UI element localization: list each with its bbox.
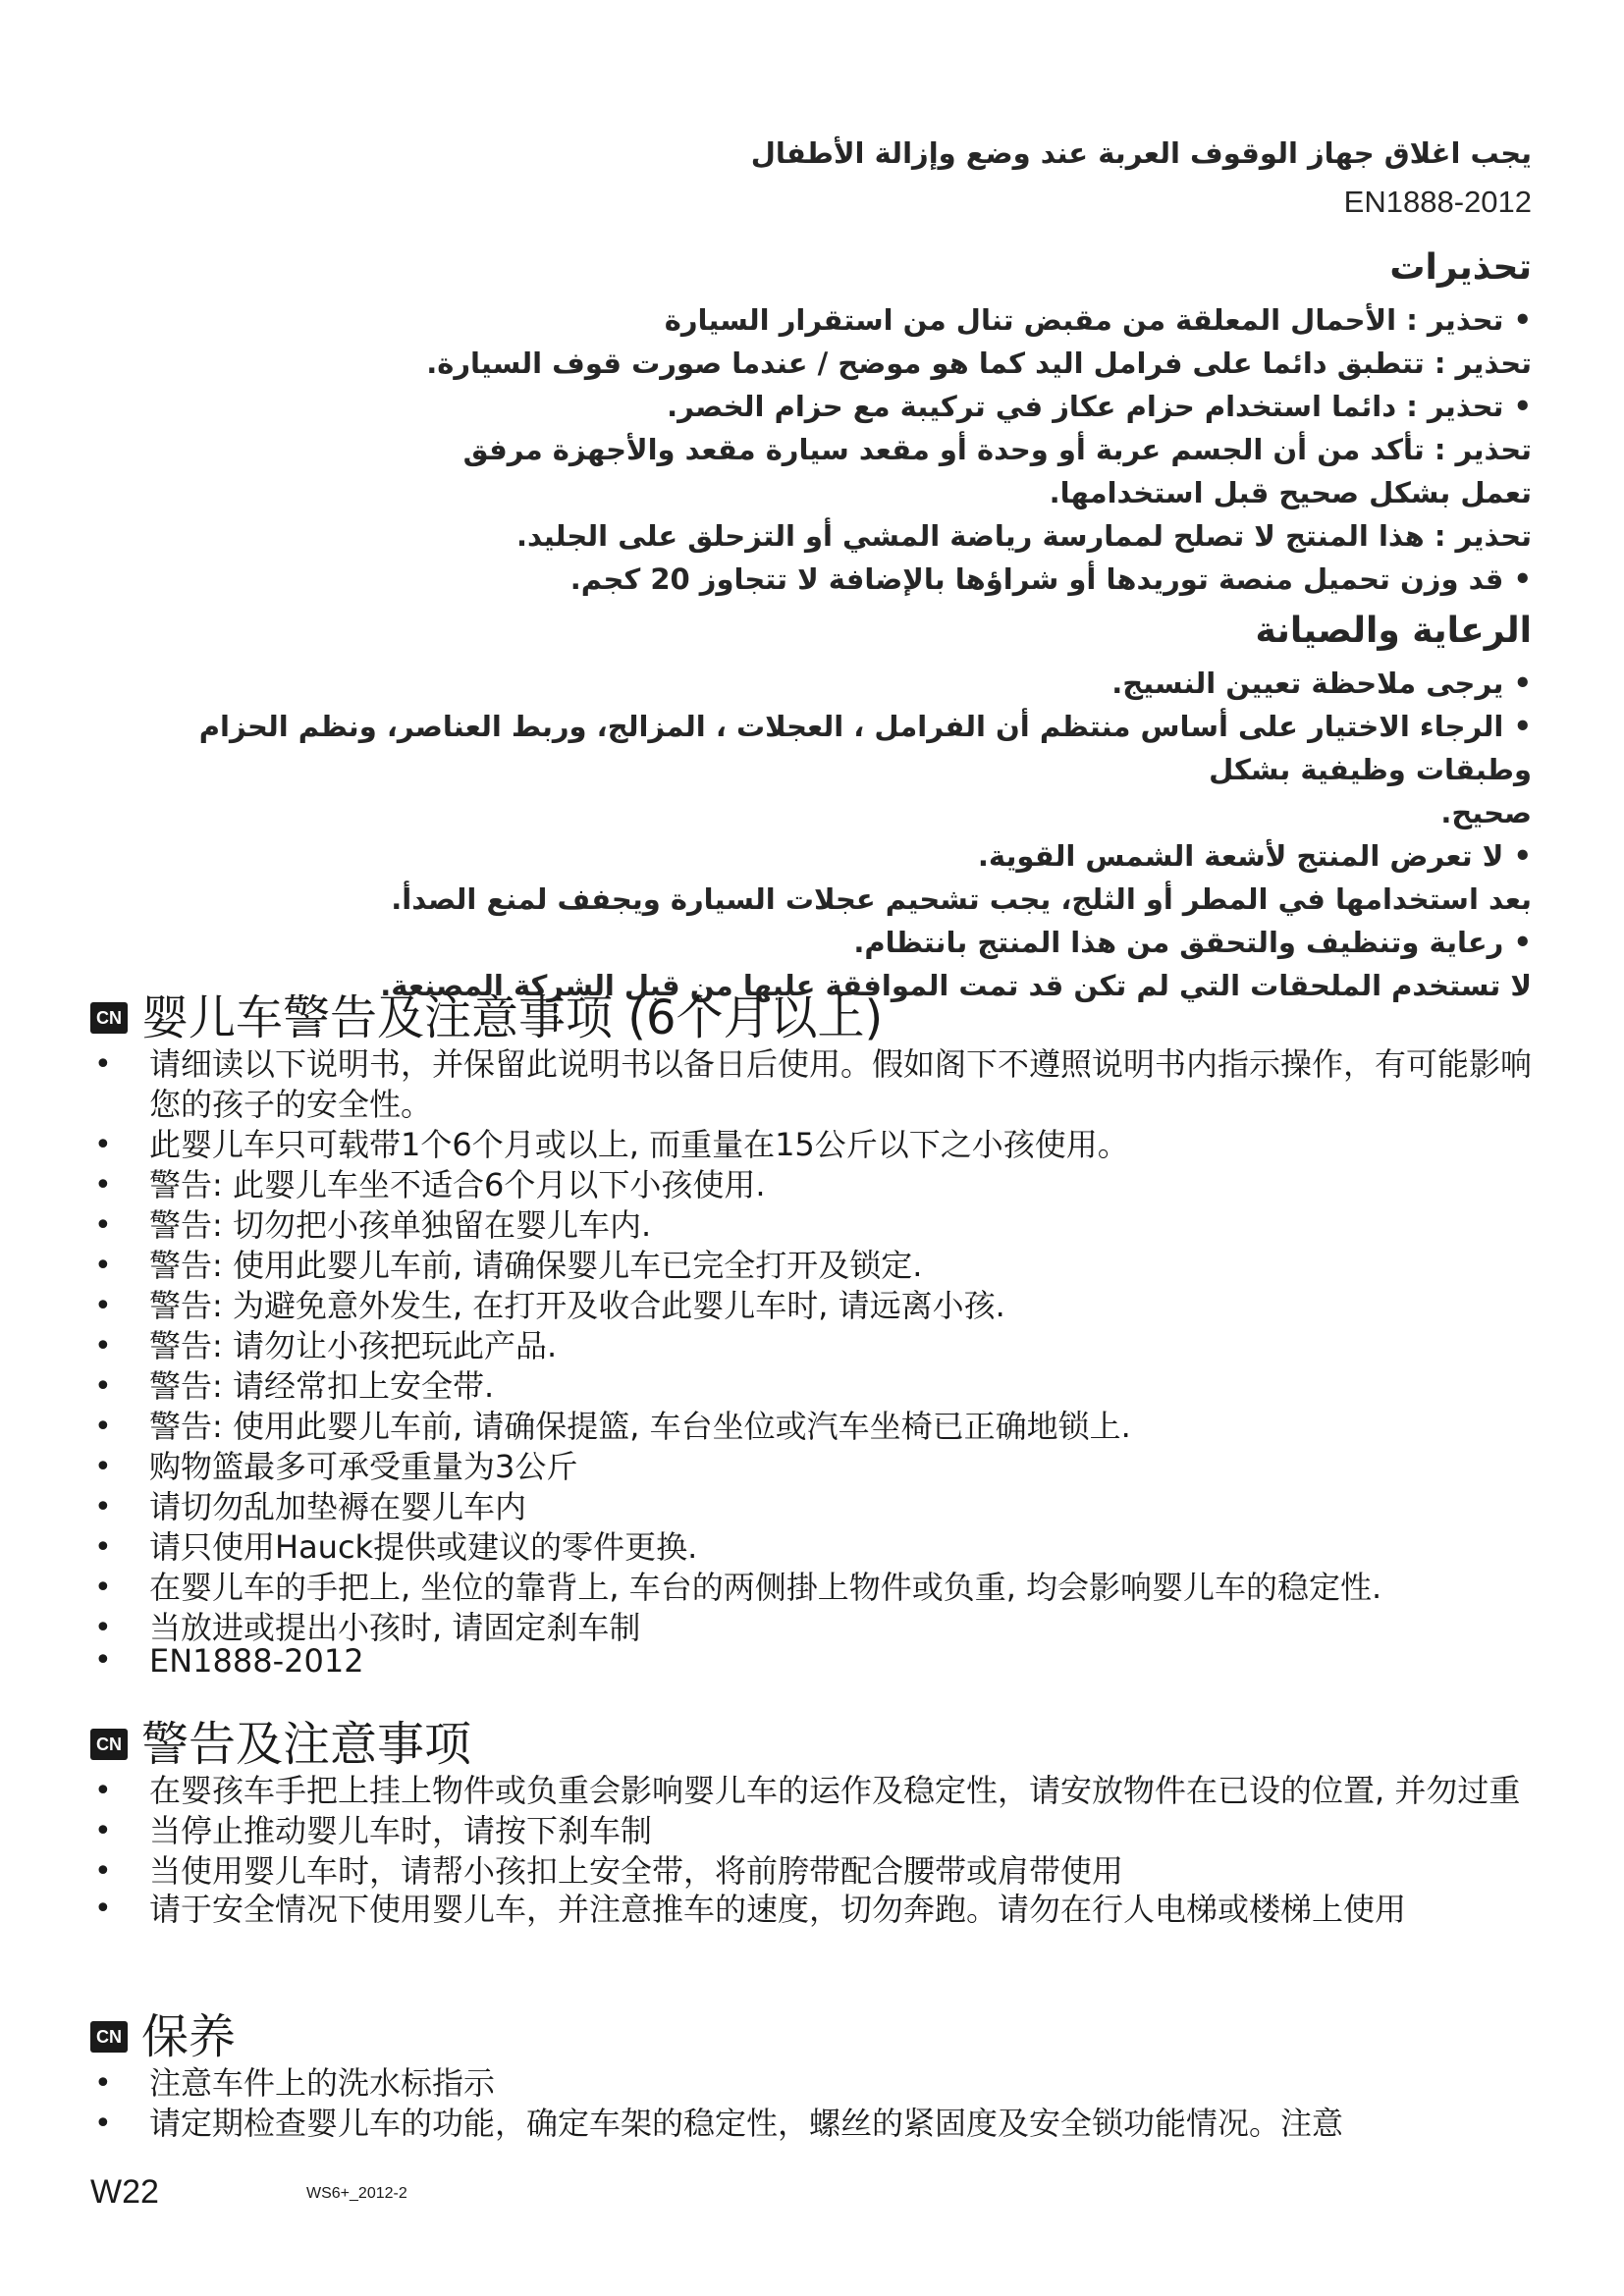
arabic-care-list: [177, 662, 1532, 1007]
list-item: • 警告: 切勿把小孩单独留在婴儿车内.: [90, 1205, 1543, 1246]
cn-warning-list: [90, 1771, 1543, 1927]
list-item: • 购物篮最多可承受重量为3公斤: [90, 1447, 1543, 1487]
arabic-warning-line: تحذير : هذا المنتج لا تصلح لممارسة رياضة المشي أو التزحلق على الجليد.: [515, 519, 1532, 553]
cn-section-header: [90, 991, 1543, 1044]
list-item: • 当放进或提出小孩时, 请固定刹车制: [90, 1608, 1543, 1648]
arabic-care-line: لا تستخدم الملحقات التي لم تكن قد تمت الموافقة عليها من قبل الشركة المصنعة.: [380, 969, 1532, 1002]
cn-maintenance-list: [90, 2063, 1543, 2144]
list-item: • 请细读以下说明书，并保留此说明书以备日后使用。假如阁下不遵照说明书内指示操作，有可能影响您的孩子的安全性。: [90, 1044, 1543, 1125]
list-item: • 注意车件上的洗水标指示: [90, 2063, 1543, 2104]
cn-section-header: [90, 1718, 1543, 1771]
cn-badge: CN: [90, 1002, 128, 1034]
list-item: • 在婴孩车手把上挂上物件或负重会影响婴儿车的运作及稳定性，请安放物件在已设的位置, 并勿过重: [90, 1771, 1543, 1811]
arabic-care-heading: الرعاية والصيانة: [1255, 611, 1532, 651]
arabic-top-line: يجب اغلاق جهاز الوقوف العربة عند وضع وإزالة الأطفال: [750, 136, 1532, 170]
list-item: • 当使用婴儿车时，请帮小孩扣上安全带，将前胯带配合腰带或肩带使用: [90, 1851, 1543, 1892]
list-item: • 请定期检查婴儿车的功能，确定车架的稳定性，螺丝的紧固度及安全锁功能情况。注意: [90, 2104, 1543, 2144]
list-item: • 此婴儿车只可载带1个6个月或以上, 而重量在15公斤以下之小孩使用。: [90, 1125, 1543, 1165]
list-item: • 警告: 请勿让小孩把玩此产品.: [90, 1326, 1543, 1366]
arabic-warning-line: تحذير : تتطبق دائما على فرامل اليد كما هو موضح / عندما صورت قوف السيارة.: [426, 347, 1532, 380]
cn-section-warnings: [90, 1718, 1543, 1927]
page-number: W22: [90, 2173, 159, 2211]
arabic-warnings-heading: تحذيرات: [1389, 247, 1532, 288]
cn-section-title: 保养: [141, 2009, 237, 2064]
cn-section-maintenance: [90, 2010, 1543, 2144]
arabic-care-line: بعد استخدامها في المطر أو الثلج، يجب تشحيم عجلات السيارة ويجفف لمنع الصدأ.: [391, 882, 1532, 916]
arabic-care-line: • لا تعرض المنتج لأشعة الشمس القوية.: [977, 839, 1532, 873]
list-item: • 请只使用Hauck提供或建议的零件更换.: [90, 1527, 1543, 1568]
cn-section-warnings-6-months: [90, 990, 1543, 1680]
cn-badge: CN: [90, 2021, 128, 2053]
arabic-care-line: • رعاية وتنظيف والتحقق من هذا المنتج بانتظام.: [853, 926, 1532, 959]
list-item: • 当停止推动婴儿车时，请按下刹车制: [90, 1811, 1543, 1851]
list-item: • 警告: 为避免意外发生, 在打开及收合此婴儿车时, 请远离小孩.: [90, 1286, 1543, 1326]
arabic-care-line: • يرجى ملاحظة تعيين النسيج.: [1111, 667, 1532, 700]
list-item: • 警告: 使用此婴儿车前, 请确保提篮, 车台坐位或汽车坐椅已正确地锁上.: [90, 1407, 1543, 1447]
cn-warning-list: [90, 1044, 1543, 1680]
arabic-warnings-list: [177, 298, 1532, 601]
document-code: WS6+_2012-2: [306, 2185, 407, 2202]
list-item: • EN1888-2012: [90, 1648, 1543, 1674]
arabic-section: [177, 132, 1532, 1007]
arabic-warning-line: تعمل بشكل صحيح قبل استخدامها.: [1049, 476, 1532, 509]
arabic-warning-line: • تحذير : الأحمال المعلقة من مقبض تنال من استقرار السيارة: [664, 303, 1532, 337]
list-item: • 警告: 此婴儿车坐不适合6个月以下小孩使用.: [90, 1165, 1543, 1205]
arabic-care-line: • الرجاء الاختيار على أساس منتظم أن الفرامل ، العجلات ، المزالج، وربط العناصر، ونظم الحزام وطبقات وظيفية بشكل: [198, 710, 1532, 786]
arabic-warning-line: • تحذير : دائما استخدام حزام عكاز في تركيبة مع حزام الخصر.: [667, 390, 1532, 423]
cn-section-title: 警告及注意事项: [141, 1717, 472, 1772]
arabic-warning-line: • قد وزن تحميل منصة توريدها أو شراؤها بالإضافة لا تتجاوز 20 كجم.: [569, 562, 1532, 596]
arabic-standard: EN1888-2012: [1343, 185, 1532, 219]
list-item: • 在婴儿车的手把上, 坐位的靠背上, 车台的两侧掛上物件或负重, 均会影响婴儿车的稳定性.: [90, 1568, 1543, 1608]
list-item: • 请于安全情况下使用婴儿车，并注意推车的速度，切勿奔跑。请勿在行人电梯或楼梯上使用: [90, 1892, 1543, 1927]
list-item: • 请切勿乱加垫褥在婴儿车内: [90, 1487, 1543, 1527]
cn-section-title: 婴儿车警告及注意事项 (6个月以上): [141, 990, 884, 1045]
cn-section-header: [90, 2010, 1543, 2063]
list-item: • 警告: 使用此婴儿车前, 请确保婴儿车已完全打开及锁定.: [90, 1246, 1543, 1286]
arabic-warning-line: تحذير : تأكد من أن الجسم عربة أو وحدة أو مقعد سيارة مقعد والأجهزة مرفق: [462, 433, 1532, 466]
list-item: • 警告: 请经常扣上安全带.: [90, 1366, 1543, 1407]
arabic-care-line: صحيح.: [1440, 796, 1532, 829]
cn-badge: CN: [90, 1729, 128, 1760]
